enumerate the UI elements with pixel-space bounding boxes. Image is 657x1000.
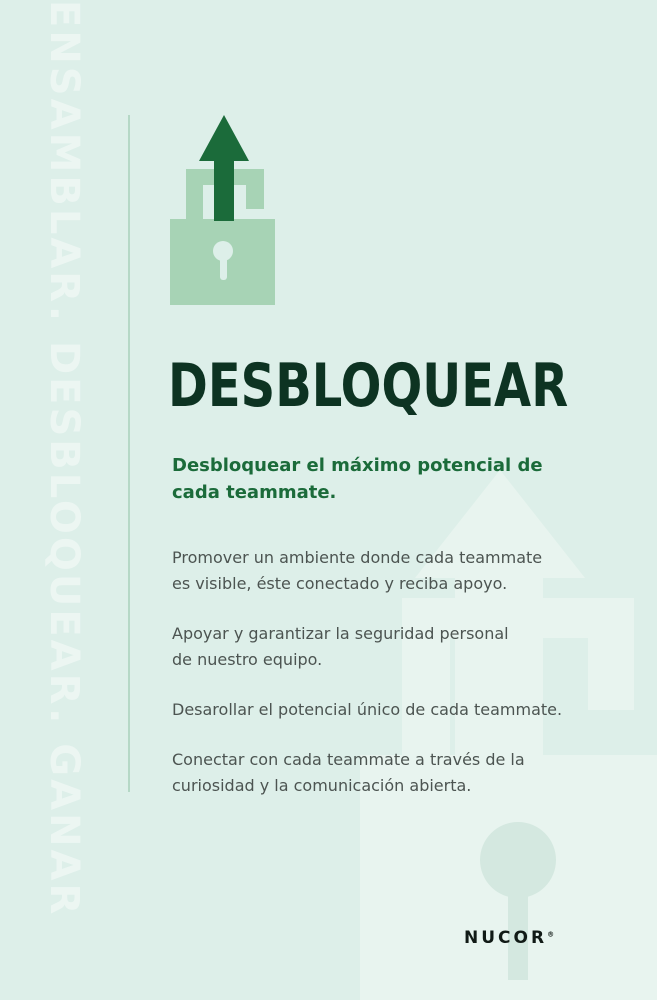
paragraph-line: Conectar con cada teammate a través de la [172,750,525,769]
vertical-slogan: ENSAMBLAR. DESBLOQUEAR. GANAR [41,0,87,918]
paragraph-line: Desarollar el potencial único de cada teammate. [172,700,563,719]
subtitle-line: Desbloquear el máximo potencial de [172,455,543,476]
paragraph-line: Apoyar y garantizar la seguridad personal [172,624,509,643]
paragraph-line: curiosidad y la comunicación abierta. [172,776,472,795]
page-title: DESBLOQUEAR [168,351,569,421]
subtitle-line: cada teammate. [172,482,337,503]
unlocked-padlock-arrow-icon [170,115,280,310]
paragraph-line: Promover un ambiente donde cada teammate [172,548,543,567]
brand-name: NUCOR [464,928,548,948]
subtitle [172,452,592,506]
paragraph-safety [172,621,612,673]
registered-mark: ® [547,930,555,939]
nucor-logo [464,930,554,947]
paragraph-line: es visible, éste conectado y reciba apoyo. [172,574,508,593]
vertical-divider [128,115,130,792]
paragraph-communication [172,747,612,799]
paragraph-line: de nuestro equipo. [172,650,323,669]
paragraph-environment [172,545,612,597]
paragraph-potential [172,697,612,723]
